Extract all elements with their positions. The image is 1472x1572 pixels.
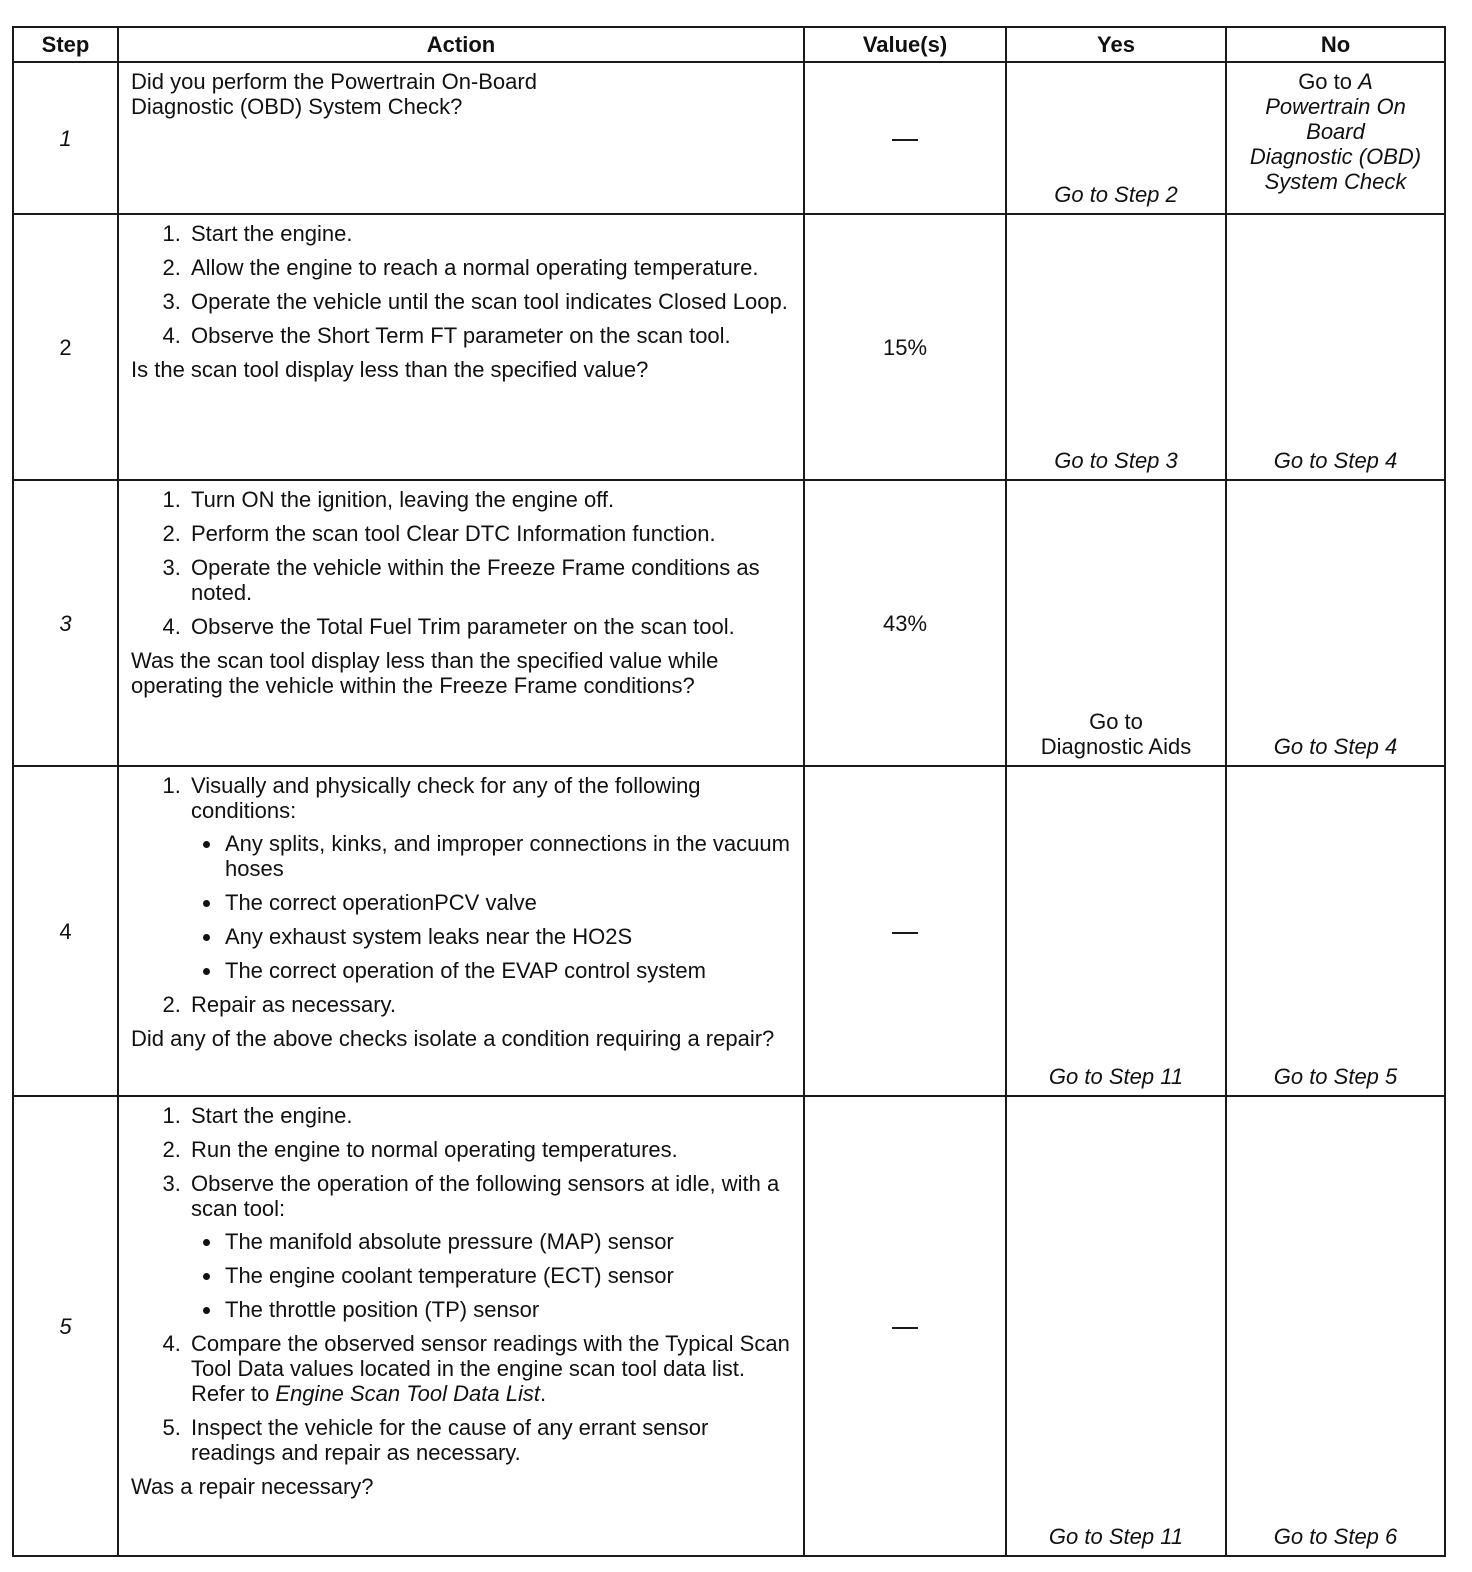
value-dash xyxy=(892,1327,918,1329)
action-step: 3. Operate the vehicle until the scan tool indicates Closed Loop. xyxy=(187,289,793,314)
no-link-go-to-step-4[interactable]: Go to Step 4 xyxy=(1226,480,1445,766)
no-link-go-to-step-6[interactable]: Go to Step 6 xyxy=(1226,1096,1445,1556)
table-row-step-2 xyxy=(13,214,1445,480)
no-ref: A xyxy=(1358,69,1373,94)
action-cell xyxy=(118,214,804,480)
action-cell xyxy=(118,766,804,1096)
action-step: 1. Start the engine. xyxy=(187,1103,793,1128)
diagnostic-table-container xyxy=(12,26,1446,1557)
yes-link-go-to-step-3[interactable]: Go to Step 3 xyxy=(1006,214,1226,480)
action-step: 3. Operate the vehicle within the Freeze Frame conditions as noted. xyxy=(187,555,793,605)
action-step: 2. Repair as necessary. xyxy=(187,992,793,1017)
no-ref: Powertrain On xyxy=(1265,94,1406,119)
action-step: 1. Start the engine. xyxy=(187,221,793,246)
value-cell xyxy=(804,766,1006,1096)
action-step-text: Compare the observed sensor readings with the Typical Scan Tool Data values located in the engine scan tool data list. Refer to xyxy=(191,1331,790,1406)
no-link-go-to-step-4[interactable]: Go to Step 4 xyxy=(1226,214,1445,480)
yes-link-diagnostic-aids[interactable] xyxy=(1006,480,1226,766)
sensor-bullets xyxy=(191,1229,793,1322)
action-step: 2. Perform the scan tool Clear DTC Information function. xyxy=(187,521,793,546)
step-question: Was a repair necessary? xyxy=(131,1474,374,1499)
condition-bullets xyxy=(191,831,793,983)
table-row-step-5 xyxy=(13,1096,1445,1556)
header-row xyxy=(13,27,1445,62)
bullet-item: • Any exhaust system leaks near the HO2S xyxy=(223,924,793,949)
value-dash xyxy=(892,932,918,934)
action-step: 1. Turn ON the ignition, leaving the engine off. xyxy=(187,487,793,512)
bullet-item: • The correct operation of the EVAP control system xyxy=(223,958,793,983)
action-steps xyxy=(131,487,793,639)
step-number: 2 xyxy=(13,214,118,480)
bullet-item: • The engine coolant temperature (ECT) sensor xyxy=(223,1263,793,1288)
step-number: 5 xyxy=(13,1096,118,1556)
action-step: 2. Run the engine to normal operating temperatures. xyxy=(187,1137,793,1162)
value-cell xyxy=(804,1096,1006,1556)
no-prefix: Go to xyxy=(1298,69,1352,94)
action-step-text: Observe the operation of the following sensors at idle, with a scan tool: xyxy=(191,1171,780,1221)
question-line: Did you perform the Powertrain On-Board xyxy=(131,69,537,94)
header-action: Action xyxy=(118,27,804,62)
value-cell: 43% xyxy=(804,480,1006,766)
table-row-step-4 xyxy=(13,766,1445,1096)
header-yes: Yes xyxy=(1006,27,1226,62)
yes-line: Go to xyxy=(1089,709,1143,734)
action-step xyxy=(187,1331,793,1406)
value-dash xyxy=(892,139,918,141)
bullet-item: • The throttle position (TP) sensor xyxy=(223,1297,793,1322)
step-question xyxy=(131,67,793,119)
table-row-step-1 xyxy=(13,62,1445,214)
action-step: 4. Observe the Total Fuel Trim parameter on the scan tool. xyxy=(187,614,793,639)
yes-link-go-to-step-2[interactable]: Go to Step 2 xyxy=(1006,62,1226,214)
action-step xyxy=(187,1171,793,1322)
yes-line: Diagnostic Aids xyxy=(1040,734,1192,759)
action-steps xyxy=(131,773,793,1017)
action-step: 2. Allow the engine to reach a normal operating temperature. xyxy=(187,255,793,280)
action-cell xyxy=(118,62,804,214)
engine-scan-tool-data-list-link[interactable]: Engine Scan Tool Data List xyxy=(275,1381,540,1406)
step-question: Is the scan tool display less than the specified value? xyxy=(131,357,649,382)
action-cell xyxy=(118,480,804,766)
step-question: Did any of the above checks isolate a condition requiring a repair? xyxy=(131,1026,775,1051)
header-step: Step xyxy=(13,27,118,62)
step-number: 4 xyxy=(13,766,118,1096)
bullet-item: • The correct operationPCV valve xyxy=(223,890,793,915)
action-steps xyxy=(131,1103,793,1465)
value-cell: 15% xyxy=(804,214,1006,480)
yes-link-go-to-step-11[interactable]: Go to Step 11 xyxy=(1006,766,1226,1096)
action-step: 4. Observe the Short Term FT parameter on the scan tool. xyxy=(187,323,793,348)
table-row-step-3 xyxy=(13,480,1445,766)
diagnostic-table xyxy=(12,26,1446,1557)
no-ref: Board xyxy=(1306,119,1365,144)
no-ref: System Check xyxy=(1264,169,1407,194)
no-link-obd-system-check[interactable] xyxy=(1226,62,1445,214)
header-no: No xyxy=(1226,27,1445,62)
no-link-go-to-step-5[interactable]: Go to Step 5 xyxy=(1226,766,1445,1096)
question-line: Diagnostic (OBD) System Check? xyxy=(131,94,463,119)
step-number: 1 xyxy=(13,62,118,214)
action-steps xyxy=(131,221,793,348)
action-step xyxy=(187,773,793,983)
bullet-item: • The manifold absolute pressure (MAP) sensor xyxy=(223,1229,793,1254)
no-ref: Diagnostic (OBD) xyxy=(1249,144,1422,169)
step-number: 3 xyxy=(13,480,118,766)
period: . xyxy=(539,1381,547,1406)
action-step: 5. Inspect the vehicle for the cause of any errant sensor readings and repair as necessary. xyxy=(187,1415,793,1465)
action-step-text: Visually and physically check for any of the following conditions: xyxy=(191,773,701,823)
action-cell xyxy=(118,1096,804,1556)
value-cell xyxy=(804,62,1006,214)
step-question: Was the scan tool display less than the specified value while operating the vehicle within the Freeze Frame conditions? xyxy=(131,648,719,698)
bullet-item: • Any splits, kinks, and improper connections in the vacuum hoses xyxy=(223,831,793,881)
header-values: Value(s) xyxy=(804,27,1006,62)
yes-link-go-to-step-11[interactable]: Go to Step 11 xyxy=(1006,1096,1226,1556)
